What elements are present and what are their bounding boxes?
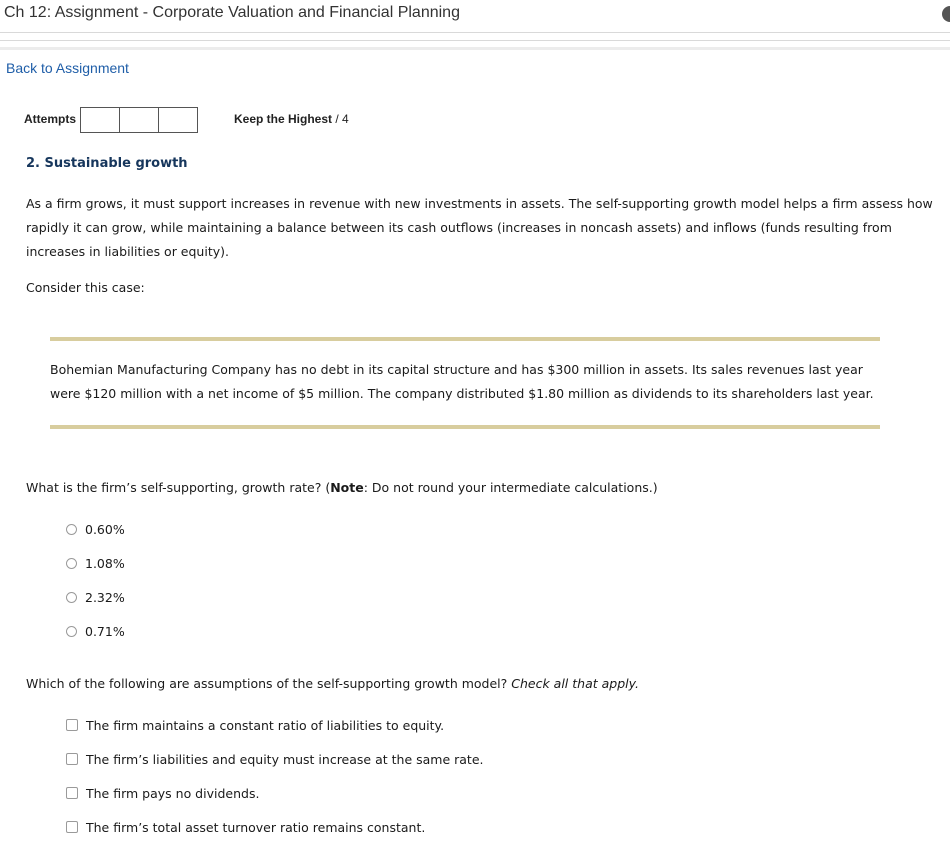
q2-option[interactable]: [66, 715, 444, 735]
attempt-box: [119, 107, 159, 133]
circle-icon[interactable]: [942, 6, 950, 22]
q2-option-label: The firm maintains a constant ratio of liabilities to equity.: [86, 717, 445, 733]
q2-option-label: The firm’s liabilities and equity must increase at the same rate.: [86, 751, 484, 767]
q1-option-label: 0.71%: [85, 623, 125, 639]
consider-label: Consider this case:: [26, 280, 145, 295]
radio-button[interactable]: [66, 558, 77, 569]
attempts-label: Attempts: [24, 112, 77, 126]
q1-option[interactable]: [66, 519, 125, 539]
q1-option-label: 0.60%: [85, 521, 125, 537]
q2-option-label: The firm pays no dividends.: [86, 785, 260, 801]
q1-option[interactable]: [66, 553, 125, 573]
attempts-separator: /: [335, 112, 339, 126]
radio-button[interactable]: [66, 524, 77, 535]
q1-prompt-start: What is the firm’s self-supporting, growth rate? (: [26, 480, 331, 495]
keep-highest-label: Keep the Highest: [234, 112, 333, 126]
case-bottom-rule: [50, 425, 880, 429]
title-bar: [0, 0, 950, 33]
q1-prompt-end: : Do not round your intermediate calculations.): [363, 480, 658, 495]
checkbox[interactable]: [66, 787, 78, 799]
checkbox[interactable]: [66, 753, 78, 765]
attempt-box: [158, 107, 198, 133]
attempts-max: 4: [342, 112, 349, 126]
keep-highest-policy: [234, 112, 349, 126]
q1-option[interactable]: [66, 587, 125, 607]
page-title: Ch 12: Assignment - Corporate Valuation and Financial Planning: [4, 4, 460, 21]
attempt-box: [80, 107, 120, 133]
checkbox[interactable]: [66, 719, 78, 731]
header-divider-shadow: [0, 47, 950, 50]
radio-button[interactable]: [66, 626, 77, 637]
q2-option[interactable]: [66, 783, 259, 803]
header-divider: [0, 40, 950, 41]
question-heading: 2. Sustainable growth: [26, 156, 188, 171]
attempt-boxes: [80, 107, 197, 133]
q2-option[interactable]: [66, 749, 484, 769]
case-top-rule: [50, 337, 880, 341]
note-label: Note: [330, 480, 364, 495]
radio-button[interactable]: [66, 592, 77, 603]
q2-prompt: [26, 672, 639, 696]
q2-option-label: The firm’s total asset turnover ratio remains constant.: [86, 819, 426, 835]
q2-option[interactable]: [66, 817, 425, 837]
case-text: Bohemian Manufacturing Company has no debt in its capital structure and has $300 million in assets. Its sales revenues last year were $120 million with a net income of $5 million. The company distributed $1.80 million as dividends to its shareholders last year.: [50, 362, 874, 401]
q1-option[interactable]: [66, 621, 125, 641]
q2-instruction: Check all that apply.: [511, 676, 640, 691]
intro-paragraph: As a firm grows, it must support increases in revenue with new investments in assets. The self-supporting growth model helps a firm assess how rapidly it can grow, while maintaining a balance between its cash outflows (increases in noncash assets) and inflows (funds resulting from increases in liabilities or equity).: [26, 196, 933, 259]
q1-prompt: [26, 476, 658, 500]
q1-option-label: 1.08%: [85, 555, 125, 571]
back-to-assignment-link[interactable]: Back to Assignment: [6, 60, 129, 76]
q2-prompt-text: Which of the following are assumptions of the self-supporting growth model?: [26, 676, 512, 691]
checkbox[interactable]: [66, 821, 78, 833]
q1-option-label: 2.32%: [85, 589, 125, 605]
